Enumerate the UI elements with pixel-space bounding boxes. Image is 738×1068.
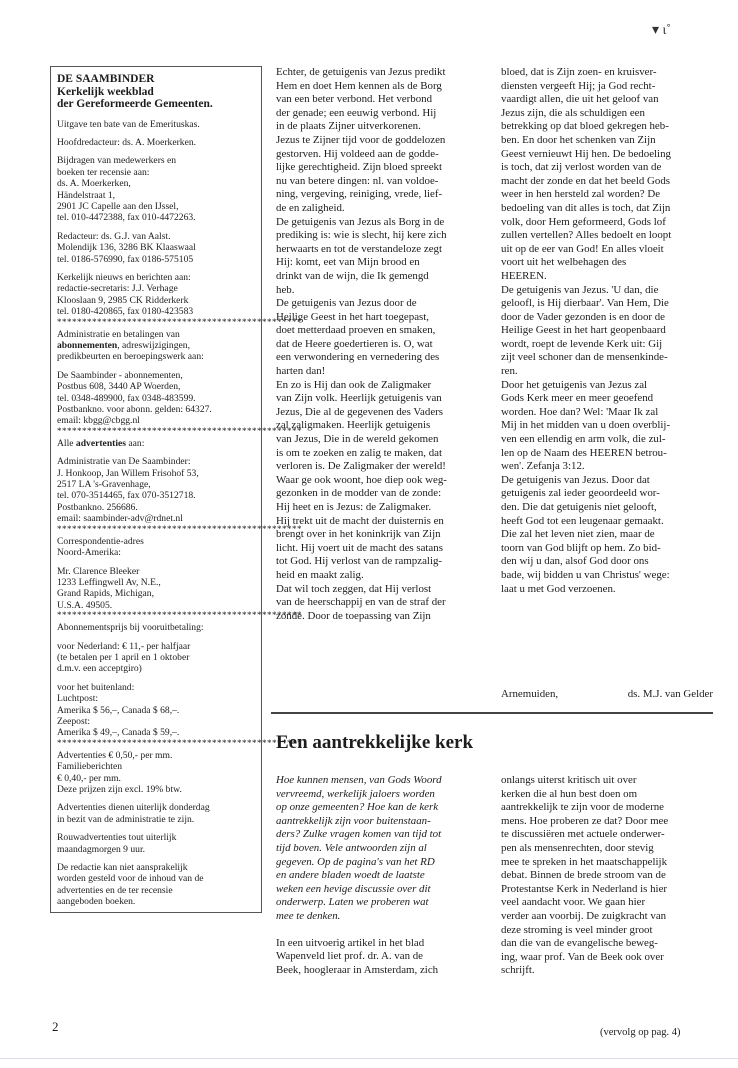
sermon-line: ning, vergeving, reiniging, vrede, lief-	[276, 188, 443, 201]
contributions-address	[57, 155, 256, 223]
sermon-line: De getuigenis van Jezus door de	[276, 297, 417, 310]
sermon-line: laat u met God verzoenen.	[501, 582, 616, 595]
sermon-line: van de heerschappij en van de straf der	[276, 596, 446, 609]
deadline-line: Advertenties dienen uiterlijk donderdag	[57, 802, 210, 814]
article-line: ing, waar prof. Van de Beek ook over	[501, 950, 664, 963]
nl-price-line: voor Nederland: € 11,- per halfjaar	[57, 640, 191, 652]
sermon-line: Echter, de getuigenis van Jezus predikt	[276, 66, 446, 78]
news-line: Klooslaan 9, 2985 CK Ridderkerk	[57, 294, 189, 306]
ad-price-line: Deze prijzen zijn excl. 19% btw.	[57, 784, 182, 795]
sermon-line: van Zijn volk. Heerlijk getuigenis van	[276, 392, 442, 405]
abroad-price	[57, 682, 256, 739]
ads-bold: advertenties	[75, 437, 127, 449]
sermon-line: door de Vader gezonden is en door de	[501, 310, 666, 323]
contrib-line: Händelstraat 1,	[57, 189, 116, 201]
sermon-line: De getuigenis van Jezus. Door dat	[501, 473, 650, 486]
sermon-line: getuigenis zal ieder geoordeeld wor-	[501, 487, 660, 500]
sermon-line: harten dan!	[276, 365, 326, 378]
sermon-line: doet metterdaad proeven en smaken,	[276, 324, 436, 337]
contrib-line: ds. A. Moerkerken,	[57, 178, 131, 190]
disclaimer-line: De redactie kan niet aansprakelijk	[57, 862, 188, 874]
abroad-line: Luchtpost:	[57, 693, 99, 705]
contrib-line: boeken ter recensie aan:	[57, 166, 150, 178]
intro-line: Hoe kunnen mensen, van Gods Woord	[276, 774, 442, 786]
masthead-title	[57, 73, 256, 111]
intro-line: aantrekkelijk zijn voor buitenstaan-	[276, 814, 431, 827]
signature-author: ds. M.J. van Gelder	[627, 688, 713, 700]
sermon-line: Jezus te Zijner tijd voor de goddelozen	[276, 133, 446, 146]
sermon-line: ven een ellendig en arm volk, die zul-	[501, 433, 666, 446]
sermon-line: Heilige Geest in het hart geopenbaard	[501, 324, 666, 337]
mourning-line: maandagmorgen 9 uur.	[57, 843, 146, 855]
continued-note: (vervolg op pag. 4)	[600, 1027, 681, 1038]
sermon-line: heb.	[276, 283, 295, 296]
sermon-line: Geest vernieuwt Hij hen. De bedoeling	[501, 147, 671, 160]
sermon-line: bade, wij bidden u van Christus' wege:	[501, 568, 670, 581]
sermon-line: Hij: komt, eet van Mijn brood en	[276, 256, 420, 269]
article-line: In een uitvoerig artikel in het blad	[276, 936, 425, 949]
sermon-line: diensten vergeeft Hij; ja God recht-	[501, 79, 656, 92]
sermon-line: De getuigenis van Jezus. 'U dan, die	[501, 283, 659, 296]
intro-line: weken een hevige discussie over dit	[276, 882, 431, 895]
separator-stars: *************************************************	[57, 316, 302, 327]
sermon-line: den. Die dat getuigenis niet gelooft,	[501, 501, 657, 513]
article-line: Beek, hoogleraar in Amsterdam, zich	[276, 963, 439, 976]
intro-line: vervreemd, werkelijk jaloers worden	[276, 787, 435, 800]
sermon-line: gezonken in de modder van de zonde:	[276, 487, 442, 500]
sermon-line: verloren is. De Zaligmaker der wereld!	[276, 460, 446, 473]
sermon-line: zonde. Door de toepassing van Zijn	[276, 609, 431, 622]
sermon-line: ben. En door het schenken van Zijn	[501, 133, 656, 146]
abroad-line: Zeepost:	[57, 715, 91, 727]
sermon-line: volk, door Hem geformeerd, Gods lof	[501, 215, 666, 228]
sermon-line: ren.	[501, 365, 518, 378]
ads-line: email: saambinder-adv@rdnet.nl	[57, 513, 183, 525]
article-intro	[276, 774, 486, 924]
sermon-line: zijt veel schoner dan de mensenkinde-	[501, 351, 668, 364]
sermon-line: Dat wil toch zeggen, dat Hij verlost	[276, 582, 432, 595]
intro-line: mee te denken.	[276, 909, 341, 922]
intro-line: tijd boven. Vele antwoorden zijn al	[276, 841, 427, 854]
sermon-line: tot God. Hij verlost van de rampzalig-	[276, 555, 443, 568]
sermon-line: Die zal het leven niet zien, maar de	[501, 528, 655, 541]
article-line: schrijft.	[501, 964, 535, 977]
sermon-line: Door het getuigenis van Jezus zal	[501, 378, 648, 391]
section-divider	[271, 712, 713, 714]
article-line: verder aan voorbij. De zuigkracht van	[501, 909, 667, 922]
article-line: aantrekkelijk te zijn voor de moderne	[501, 801, 664, 814]
sermon-line: van een beter verbond. Het verbond	[276, 93, 433, 106]
mourning-line: Rouwadvertenties tout uiterlijk	[57, 832, 177, 844]
sermon-line: Heilige Geest in het hart toegepast,	[276, 310, 430, 323]
sermon-line: En zo is Hij dan ook de Zaligmaker	[276, 378, 432, 391]
north-america-address	[57, 566, 256, 612]
sermon-line: heid en maakt zalig.	[276, 568, 364, 581]
sermon-line: len op de Naam des HEEREN betrou-	[501, 446, 667, 459]
sermon-line: bloed, dat is Zijn zoen- en kruisver-	[501, 66, 657, 78]
sermon-line: der genade; een eeuwig verbond. Hij	[276, 106, 437, 119]
news-line: redactie-secretaris: J.J. Verhage	[57, 283, 178, 295]
ads-heading	[57, 438, 256, 449]
netherlands-price	[57, 641, 256, 675]
subs-line: tel. 0348-489900, fax 0348-483599.	[57, 392, 196, 404]
sermon-line: lijke gerechtigheid. Zijn bloed spreekt	[276, 161, 443, 174]
contrib-line: Bijdragen van medewerkers en	[57, 155, 177, 167]
sermon-line: worden. Hoe dan? Wel: 'Maar Ik zal	[501, 405, 659, 418]
sermon-line: herwaarts en tot de verstandeloze zegt	[276, 242, 443, 255]
sermon-line: HEEREN.	[501, 269, 547, 282]
admin-intro-line	[57, 340, 256, 351]
ads-line: Administratie van De Saambinder:	[57, 456, 191, 468]
article-column-1	[276, 774, 486, 977]
article-headline: Een aantrekkelijke kerk	[276, 732, 474, 753]
admin-intro-line: Administratie en betalingen van	[57, 328, 180, 340]
church-news-address	[57, 272, 256, 318]
sermon-line: betrekking op dat bloed gekregen heb-	[501, 120, 669, 133]
news-line: tel. 0180-420865, fax 0180-423583	[57, 306, 194, 318]
ads-line: tel. 070-3514465, fax 070-3512718.	[57, 490, 196, 502]
na-line: U.S.A. 49505.	[57, 599, 113, 611]
correspondence-line: Noord-Amerika:	[57, 547, 121, 559]
sermon-line: Jezus, Die al de gegevenen des Vaders	[276, 405, 444, 418]
sermon-line: Hij trekt uit de macht der duisternis en	[276, 514, 444, 527]
article-line: veel aandacht voor. We gaan hier	[501, 896, 646, 909]
ad-deadline	[57, 802, 256, 825]
separator-stars: *************************************************	[57, 737, 302, 748]
sermon-line: brengt over in het koninkrijk van Zijn	[276, 528, 441, 541]
article-line: Protestantse Kerk in Nederland is hier	[501, 882, 668, 895]
sermon-line: drinkt van de wijn, die Ik gemengd	[276, 269, 429, 282]
editor-address	[57, 231, 256, 265]
na-line: Grand Rapids, Michigan,	[57, 588, 154, 600]
disclaimer-line: advertenties en de ter recensie	[57, 884, 173, 896]
sermon-line: prediking is: wie is slecht, hij kere zich	[276, 229, 447, 242]
abroad-line: voor het buitenland:	[57, 681, 135, 693]
article-line: pen als mensenrechten, door stevig	[501, 841, 654, 854]
sermon-line: toorn van God blijft op hem. Zo bid-	[501, 541, 661, 554]
sermon-line: voort uit het welbehagen des	[501, 256, 627, 269]
article-line: mens. Hoe proberen ze dat? Door mee	[501, 814, 669, 827]
editor-in-chief: Hoofdredacteur: ds. A. Moerkerken.	[57, 136, 197, 148]
correspondence-line: Correspondentie-adres	[57, 535, 144, 547]
article-line: kerken die al hun best doen om	[501, 787, 638, 800]
mourning-deadline	[57, 832, 256, 855]
sermon-column-2	[501, 66, 713, 596]
sermon-line: Jezus zijn, die als schuldigen een	[501, 106, 645, 119]
article-column-2	[501, 774, 713, 978]
sermon-line: wen'. Zefanja 3:12.	[501, 460, 585, 473]
sermon-line: in de plaats Zijner uitverkorenen.	[276, 120, 421, 133]
sermon-column-1	[276, 66, 494, 623]
article-line: te discussiëren met actuele onderwer-	[501, 828, 665, 841]
intro-line: onderwerp. Laten we proberen wat	[276, 896, 429, 909]
sermon-line: een verwondering en vernedering des	[276, 351, 440, 364]
na-line: 1233 Leffingwell Av, N.E.,	[57, 576, 161, 588]
disclaimer-line: worden gesteld voor de inhoud van de	[57, 873, 204, 885]
contrib-line: 2901 JC Capelle aan den IJssel,	[57, 200, 179, 212]
subs-line: email: kbgg@cbgg.nl	[57, 415, 140, 427]
article-line: mee te spreken in het maatschappelijk	[501, 855, 668, 868]
intro-line: op onze gemeenten? Hoe kan de kerk	[276, 801, 439, 814]
sermon-line: licht. Hij voert uit de macht des satans	[276, 541, 443, 554]
contrib-line: tel. 010-4472388, fax 010-4472263.	[57, 212, 196, 224]
subscription-price: Abonnementsprijs bij vooruitbetaling:	[57, 622, 204, 634]
sermon-line: macht der zonde en dat het beeld Gods	[501, 174, 671, 187]
sermon-line: van Jezus, Die in de wereld gekomen	[276, 433, 439, 446]
sermon-line: geloofl, is Hij dierbaar'. Van Hem, Die	[501, 297, 669, 310]
ads-prefix: Alle	[57, 437, 76, 449]
page-bottom-rule	[0, 1058, 738, 1059]
sermon-line: De getuigenis van Jezus als Borg in de	[276, 215, 445, 228]
article-line: debat. Binnen de brede stroom van de	[501, 869, 666, 882]
sermon-line: wordt, roept de levende Kerk uit: Gij	[501, 337, 663, 350]
intro-line: ders? Zulke vragen komen van tijd tot	[276, 828, 442, 841]
separator-stars: *************************************************	[57, 425, 302, 436]
sermon-line: den wij u dan, alsof God door ons	[501, 555, 649, 568]
sermon-line: zal zaligmaken. Heerlijk getuigenis	[276, 419, 431, 432]
sermon-line: uit op de eer van God! En alles vloeit	[501, 242, 664, 255]
sermon-line: de en zaligheid.	[276, 201, 345, 214]
subscriptions-bold: abonnementen	[57, 340, 118, 351]
news-line: Kerkelijk nieuws en berichten aan:	[57, 271, 191, 283]
disclaimer	[57, 862, 256, 908]
ad-prices	[57, 750, 256, 796]
signature-city: Arnemuiden,	[501, 688, 559, 700]
na-line: Mr. Clarence Bleeker	[57, 565, 140, 577]
admin-intro-line: predikbeurten en beroepingswerk aan:	[57, 351, 204, 363]
sermon-line: heeft God tot een leugenaar gemaakt.	[501, 514, 664, 527]
masthead-title-line: der Gereformeerde Gemeenten.	[57, 98, 213, 110]
admin-intro-rest: , adreswijzigingen,	[117, 340, 190, 351]
article-line: deze stroming is veel minder groot	[501, 923, 653, 936]
article-body-1	[276, 937, 486, 978]
separator-stars: *************************************************	[57, 523, 302, 534]
sermon-line: nu van betere dingen: nl. van voldoe-	[276, 174, 439, 187]
sermon-line: Hij heet en is Jezus: de Zaligmaker.	[276, 501, 432, 513]
article-line: Wapenveld liet prof. dr. A. van de	[276, 950, 424, 963]
masthead-title-line: DE SAAMBINDER	[57, 73, 155, 85]
sermon-line: vaardigt allen, die uit het geloof van	[501, 93, 659, 106]
subs-line: Postbankno. voor abonn. gelden: 64327.	[57, 404, 212, 416]
article-line: dan die van de evangelische beweg-	[501, 937, 658, 950]
corner-mark: ▾ ɩ˚	[652, 23, 671, 38]
separator-stars: *************************************************	[57, 610, 302, 621]
ads-line: Postbankno. 256686.	[57, 501, 138, 513]
ad-price-line: € 0,40,- per mm.	[57, 772, 121, 784]
publisher-line: Uitgave ten bate van de Emerituskas.	[57, 118, 200, 130]
masthead-title-line: Kerkelijk weekblad	[57, 85, 154, 98]
editor-line: tel. 0186-576990, fax 0186-575105	[57, 253, 194, 265]
article-line: onlangs uiterst kritisch uit over	[501, 774, 637, 786]
ads-suffix: aan:	[126, 437, 145, 449]
sermon-line: Waar ge ook woont, hoe diep ook weg-	[276, 473, 447, 486]
sermon-line: is om te zoeken en zalig te maken, dat	[276, 446, 443, 459]
nl-price-line: d.m.v. een acceptgiro)	[57, 663, 142, 675]
ads-line: 2517 LA 's-Gravenhage,	[57, 479, 151, 491]
ad-price-line: Familieberichten	[57, 761, 123, 773]
correspondence-heading	[57, 536, 256, 559]
ads-line: J. Honkoop, Jan Willem Frisohof 53,	[57, 467, 199, 479]
deadline-line: in bezit van de administratie te zijn.	[57, 813, 195, 825]
sermon-line: gestorven. Hij voldeed aan de godde-	[276, 147, 439, 160]
sermon-line: Mij in het midden van u doen overblij-	[501, 419, 671, 432]
nl-price-line: (te betalen per 1 april en 1 oktober	[57, 651, 190, 663]
editor-line: Molendijk 136, 3286 BK Klaaswaal	[57, 242, 196, 254]
abroad-line: Amerika $ 56,–, Canada $ 68,–.	[57, 704, 180, 716]
page-number: 2	[52, 1019, 59, 1034]
abroad-line: Amerika $ 49,–, Canada $ 59,–.	[57, 727, 180, 739]
sermon-line: weer in hen hersteld zal worden? De	[501, 188, 661, 201]
intro-line: gegeven. Op de pagina's van het RD	[276, 855, 435, 868]
sermon-line: Hem en doet Hem kennen als de Borg	[276, 79, 442, 92]
admin-intro	[57, 329, 256, 363]
subscriptions-address	[57, 370, 256, 427]
subs-line: De Saambinder - abonnementen,	[57, 369, 183, 381]
subs-line: Postbus 608, 3440 AP Woerden,	[57, 381, 181, 393]
sermon-line: bedoeling van dit alles is toch, dat Zijn	[501, 201, 671, 214]
disclaimer-line: aangeboden boeken.	[57, 896, 136, 908]
ad-price-line: Advertenties € 0,50,- per mm.	[57, 749, 173, 761]
editor-line: Redacteur: ds. G.J. van Aalst.	[57, 230, 171, 242]
ads-address	[57, 456, 256, 524]
intro-line: en andere bladen woedt de laatste	[276, 869, 425, 882]
sermon-line: Gods Kerk meer en meer geoefend	[501, 392, 654, 405]
sermon-line: is toch, dat zij verlost worden van de	[501, 161, 662, 174]
sermon-line: zullen vertellen? Alles bedoelt en loopt	[501, 229, 672, 242]
sermon-line: dat de Heere goedertieren is. O, wat	[276, 337, 433, 350]
